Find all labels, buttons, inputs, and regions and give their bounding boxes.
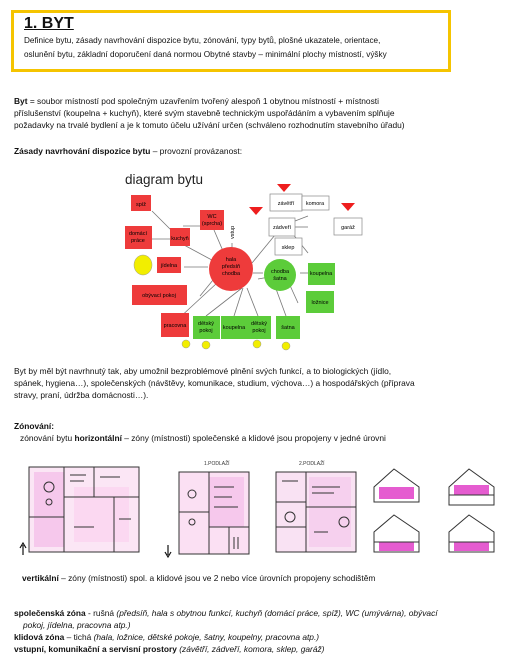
zone-social [14,607,502,619]
node-domaci-prace-label: domácí práce [128,231,148,244]
zoning-vertical-term: vertikální [22,573,59,583]
page-title: 1. BYT [24,15,74,32]
node-loznice-label: ložnice [311,300,329,306]
node-wc [200,210,224,230]
node-hala-label: hala předsíň chodba [221,257,241,277]
arrow-down-icon [165,545,171,557]
node-wc-label: WC (sprcha) [201,214,223,227]
node-detsky-pokoj-2-label: dětský pokoj [251,321,267,334]
arrow-up-icon [20,543,26,555]
diagram-title: diagram bytu [125,172,204,187]
zone-social-detail-2: pokoj, jídelna, pracovna atp.) [23,620,131,630]
horizontal-plan-sketch [29,467,139,552]
principles-term: Zásady navrhování dispozice bytu [14,146,151,156]
zone-quiet-detail: (hala, ložnice, dětské pokoje, šatny, koupelny, pracovna atp.) [91,632,320,642]
title-box [11,10,451,72]
zones-list [14,607,502,655]
floor2-label: 2.PODLAŽÍ [299,461,325,467]
section-house-2 [449,469,494,505]
node-komora-label: komora [305,201,325,207]
functions-line-1: Byt by měl být navrhnutý tak, aby umožnil bezproblémové plnění svých funkcí, a to biologických (jídlo, [14,366,392,376]
zone-social-detail-1: (předsíň, hala s obytnou funkcí, kuchyň (domácí práce, spíž), WC (umývárna), obývací [114,608,438,618]
zone-social-term: společenská zóna [14,608,86,618]
floor1-label: 1.PODLAŽÍ [204,461,230,467]
node-zavetri-label: závětří [277,201,295,207]
zone-social-rest: - rušná [85,608,115,618]
zoning-horizontal-rest: – zóny (místnosti) společenské a klidové jsou propojeny v jedné úrovni [121,433,386,443]
floor1-plan-sketch [179,459,249,554]
zone-entry-term: vstupní, komunikační a servisní prostory [14,644,177,654]
node-kuchyn-label: kuchyň [171,236,189,242]
zoning-horizontal-term: horizontální [74,433,122,443]
definition-line-3: požadavky na trvalé bydlení a je k tomuto účelu užívání určen (schváleno rozhodnutím stavebního úřadu) [14,120,405,130]
apartment-diagram [110,163,380,353]
zoning-sketches [14,457,504,562]
definition-paragraph [14,95,502,131]
definition-text-1: = soubor místností pod společným uzavřením tvořený alespoň 1 obytnou místností + místnosti [27,96,379,106]
definition-line-1 [14,95,502,107]
definition-line-2: příslušenství (koupelna + kuchyň), které svým stavebně technickým uspořádáním a vybavením splňuje [14,108,395,118]
node-jidelna-label: jídelna [160,263,178,269]
functions-line-3: stravy, praní, údržba domácnosti…). [14,390,149,400]
node-garaz-label: garáž [341,225,355,231]
title-desc-line-2: oslunění bytu, základní doporučení daná normou Obytné stavby – minimální plochy místností, výšky [24,50,387,59]
node-spiz-label: spíž [135,202,147,208]
zone-quiet-term: klidová zóna [14,632,65,642]
node-sklep-label: sklep [281,245,295,251]
definition-term: Byt [14,96,28,106]
node-satna-label: šatna [281,325,295,331]
node-chodba-satna-label: chodba šatna [270,269,290,282]
floor2-plan-sketch [276,459,356,552]
zoning-vertical-rest: – zóny (místnosti) spol. a klidové jsou ve 2 nebo více úrovních propojeny schodištěm [58,573,376,583]
principles-rest: – provozní provázanost: [150,146,243,156]
zone-entry [14,643,502,655]
node-koupelna-b-label: koupelna [222,325,246,331]
zoning-horizontal-prefix: zónování bytu [20,433,75,443]
principles-heading [14,145,502,157]
zone-quiet [14,631,502,643]
functions-line-2: spánek, hygiena…), společenských (návštěvy, komunikace, studium, výchova…) a hospodářských (příprava [14,378,415,388]
zoning-heading: Zónování: [14,421,55,431]
node-koupelna-r-label: koupelna [309,271,333,277]
node-pracovna-label: pracovna [163,323,187,329]
section-house-1 [374,469,419,502]
zoning-horizontal-line [20,432,508,444]
title-description [24,34,439,62]
node-vstup-label: vstup [230,225,236,239]
section-house-3 [374,515,419,552]
title-desc-line-1: Definice bytu, zásady navrhování dispozice bytu, zónování, typy bytů, plošné ukazatele, orientace, [24,36,381,45]
zoning-vertical-line [22,572,510,584]
zone-quiet-rest: – tichá [64,632,92,642]
node-detsky-pokoj-1-label: dětský pokoj [198,321,214,334]
node-chodba-satna [264,259,296,291]
node-obyvaci-pokoj-label: obývací pokoj [142,293,176,299]
functions-paragraph [14,365,502,401]
section-house-4 [449,515,494,552]
zone-entry-detail: (závětří, zádveří, komora, sklep, garáž) [176,644,325,654]
node-zadveri-label: zádveří [272,225,292,231]
